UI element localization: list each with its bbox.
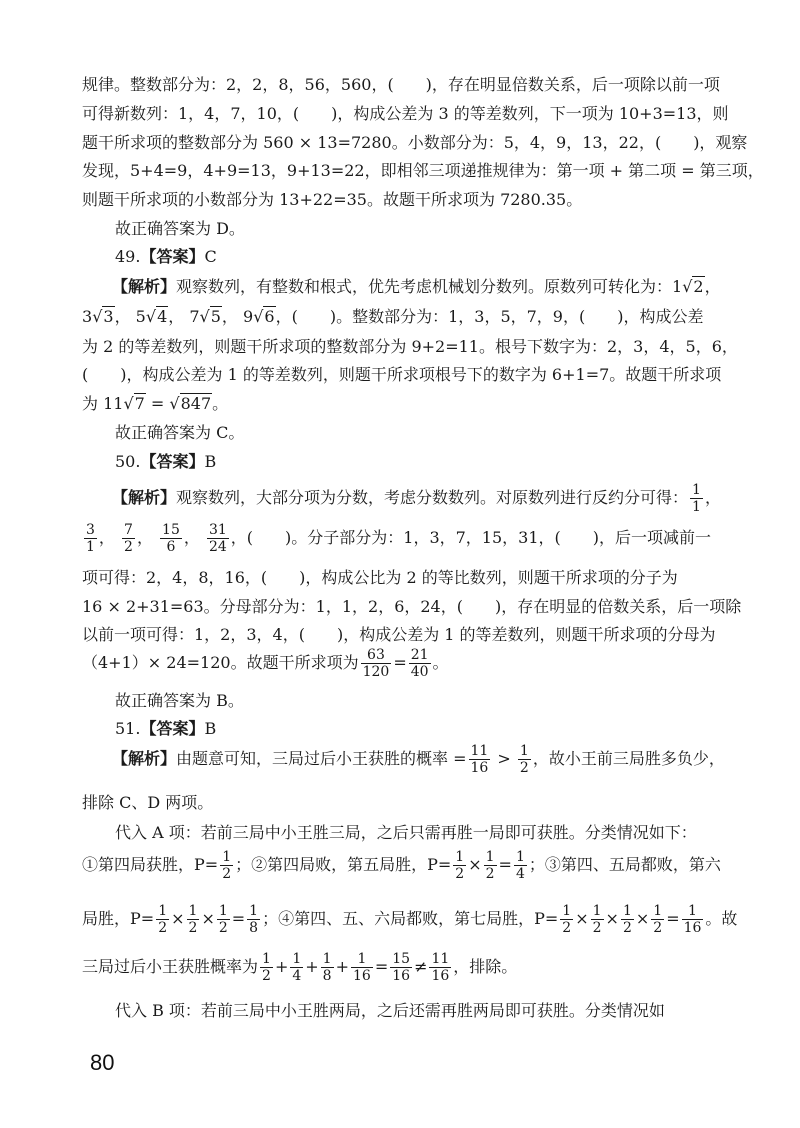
q51-prob-den: 16 (470, 760, 489, 776)
frac-num: 1 (249, 903, 259, 919)
q50-answer: B (204, 452, 217, 471)
q49-l1-text: 观察数列，有整数和根式，优先考虑机械划分数列。原数列可转化为：1 (176, 277, 683, 296)
q50-frac-2 (122, 522, 135, 555)
q49-header (115, 246, 217, 268)
q49-analysis-line3: 为 2 的等差数列，则题干所求项的整数部分为 9+2=11。根号下数字为：2，3，4，5，6， (82, 337, 738, 356)
op-eq: = (231, 909, 246, 928)
q49-analysis-line5: 为 11√7 = √847。 (82, 394, 229, 413)
op-plus: + (274, 957, 289, 976)
q50-r2-den: 40 (410, 664, 429, 680)
frac-den: 2 (262, 968, 271, 984)
q50-frac-4 (207, 522, 229, 555)
q49-analysis-line4: ( )，构成公差为 1 的等差数列，则题干所求项根号下的数字为 6+1=7。故题干所求项 (82, 365, 722, 384)
q50-frac-3-den: 6 (166, 539, 176, 555)
q49-analysis-line1: 【解析】观察数列，有整数和根式，优先考虑机械划分数列。原数列可转化为：1√2， (112, 277, 721, 296)
q51-prob-num: 11 (470, 743, 489, 759)
op-times: × (605, 909, 619, 928)
op-times: × (171, 909, 185, 928)
frac-num: 1 (515, 849, 525, 865)
q50-header (115, 451, 216, 473)
frac (621, 903, 634, 936)
q51-analysis-tag: 【解析】 (112, 749, 177, 768)
frac-den: 2 (188, 920, 198, 936)
op-neq: ≠ (414, 957, 428, 976)
frac (560, 903, 573, 936)
q50-r1-num: 63 (361, 647, 392, 664)
frac (390, 951, 412, 984)
frac-num: 1 (322, 951, 332, 967)
frac-den: 16 (353, 968, 371, 984)
frac (453, 849, 466, 882)
q48-line1: 规律。整数部分为：2，2，8，56，560，( )，存在明显倍数关系，后一项除以前一项 (82, 75, 720, 94)
frac (351, 951, 373, 984)
frac-den: 16 (392, 968, 411, 984)
q50-r1-den: 120 (362, 664, 390, 680)
q48-conclusion: 故正确答案为 D。 (115, 219, 245, 238)
frac (429, 951, 451, 984)
q50-frac-2-den: 2 (124, 539, 133, 555)
frac-den: 16 (683, 920, 702, 936)
q49-answer: C (204, 247, 217, 266)
op-times: × (468, 855, 482, 874)
q50-frac-3-num: 15 (162, 522, 180, 538)
q49-term-b-rad: 4 (157, 307, 168, 326)
frac-den: 8 (249, 920, 259, 936)
frac (514, 849, 527, 882)
q48-line3: 题干所求项的整数部分为 560 × 13=7280。小数部分为：5，4，9，13，22，( )，观察 (82, 133, 748, 152)
q50-frac-0 (690, 482, 703, 515)
op-eq: = (666, 909, 680, 928)
q49-term-a: 3 (82, 307, 93, 326)
frac-num: 1 (653, 903, 663, 919)
frac-den: 2 (562, 920, 572, 936)
q49-analysis-line2: 3√3， 5√4， 7√5， 9√6，( )。整数部分为：1，3，5，7，9，( )，构成公差 (82, 307, 704, 326)
q51-l1-pre: 由题意可知，三局过后小王获胜的概率 = (176, 749, 467, 768)
q51-half-num: 1 (519, 743, 529, 759)
op-times: × (201, 909, 215, 928)
q49-term-b: 5 (135, 307, 146, 326)
frac (156, 903, 169, 936)
op-eq: = (374, 957, 389, 976)
q50-analysis-line5: 以前一项可得：1，2，3，4，( )，构成公差为 1 的等差数列，则题干所求项的分母为 (82, 625, 716, 644)
frac (187, 903, 200, 936)
q49-l2-tail: ，( )。整数部分为：1，3，5，7，9，( )，构成公差 (275, 307, 704, 326)
q51-a1-post: ；③第四、五局都败，第六 (528, 855, 721, 874)
q50-result-frac-2 (409, 647, 431, 680)
frac-den: 4 (515, 866, 525, 882)
q50-analysis-line6: （4+1）× 24=120。故题干所求项为 $\frac{63}{120}$ = $\frac{21}{40}$ 。 (82, 647, 449, 680)
q50-frac-1 (84, 522, 97, 555)
frac-num: 1 (592, 903, 602, 919)
q51-analysis-line2: 排除 C、D 两项。 (82, 793, 214, 812)
q49-l5-pre: 为 11 (82, 394, 124, 413)
q50-answer-tag: 【答案】 (140, 452, 205, 471)
q51-analysis-line1 (112, 742, 725, 776)
q51-gt: > (492, 749, 516, 768)
q50-number: 50. (115, 452, 141, 471)
frac (217, 903, 230, 936)
frac-num: 1 (562, 903, 572, 919)
q49-term-c-rad: 5 (210, 307, 221, 326)
frac (682, 903, 704, 936)
q49-term-a-rad: 3 (103, 307, 114, 326)
frac-den: 2 (218, 920, 228, 936)
q51-header (115, 718, 216, 740)
q48-line2: 可得新数列：1，4，7，10，( )，构成公差为 3 的等差数列，下一项为 10+3=13，则 (82, 104, 729, 123)
frac-num: 1 (222, 849, 232, 865)
q51-answer: B (204, 719, 217, 738)
q50-frac-1-num: 3 (86, 522, 95, 538)
q48-line4: 发现，5+4=9，4+9=13，9+13=22，即相邻三项递推规律为：第一项 + 第二项 = 第三项， (82, 161, 764, 180)
frac-num: 11 (431, 951, 450, 967)
q50-frac-3 (160, 522, 182, 555)
q50-r2-num: 21 (410, 647, 429, 663)
q50-analysis-line4: 16 × 2+31=63。分母部分为：1，1，2，6，24，( )，存在明显的倍数关系，后一项除 (82, 597, 742, 616)
frac (247, 903, 260, 936)
q50-frac-1-den: 1 (86, 539, 95, 555)
op-times: × (575, 909, 589, 928)
q50-result-frac-1 (361, 647, 392, 680)
frac-num: 1 (188, 903, 198, 919)
q51-a3-post: ，排除。 (453, 957, 518, 976)
q50-l2-tail: ，( )。分子部分为：1，3，7，15，31，( )，后一项减前一 (230, 528, 712, 547)
q49-l1-radicand: 2 (693, 277, 704, 296)
q50-frac-0-num: 1 (692, 482, 701, 498)
q51-a2-mid: ；④第四、五、六局都败，第七局胜，P= (262, 909, 559, 928)
frac (260, 951, 273, 984)
q49-l5-rad1: 7 (134, 394, 145, 413)
frac-den: 16 (431, 968, 450, 984)
q51-l1-post: ，故小王前三局胜多负少， (532, 749, 725, 768)
frac (591, 903, 604, 936)
frac-den: 2 (653, 920, 663, 936)
q49-term-d-rad: 6 (264, 307, 275, 326)
op-plus: + (305, 957, 319, 976)
q51-number: 51. (115, 719, 141, 738)
q51-prob-frac (469, 743, 491, 776)
q51-half-den: 2 (519, 760, 529, 776)
frac-num: 1 (485, 849, 495, 865)
frac (220, 849, 233, 882)
q51-half-frac (518, 743, 531, 776)
q51-b-intro: 代入 B 项：若前三局中小王胜两局，之后还需再胜两局即可获胜。分类情况如 (115, 1001, 665, 1020)
q50-l6-end: 。 (432, 653, 449, 672)
q49-l5-end: 。 (212, 394, 229, 413)
q50-frac-4-num: 31 (208, 522, 227, 538)
frac (321, 951, 334, 984)
q51-a-line1 (82, 848, 721, 882)
frac-den: 8 (322, 968, 332, 984)
op-times: × (635, 909, 650, 928)
q50-analysis-line3: 项可得：2，4，8，16，( )，构成公比为 2 的等比数列，则题干所求项的分子为 (82, 568, 678, 587)
frac-num: 1 (218, 903, 228, 919)
q49-answer-tag: 【答案】 (140, 247, 205, 266)
q50-frac-4-den: 24 (208, 539, 227, 555)
frac (651, 903, 664, 936)
frac-num: 1 (158, 903, 168, 919)
q50-frac-0-den: 1 (692, 499, 701, 515)
q51-a-line2 (82, 902, 737, 936)
op-eq: = (498, 855, 512, 874)
frac-den: 2 (485, 866, 495, 882)
page-number: 80 (90, 1050, 115, 1075)
q50-analysis-line1: 【解析】观察数列，大部分项为分数，考虑分数数列。对原数列进行反约分可得： $\frac{1}{1}$ ， (112, 482, 721, 515)
op-plus: + (335, 957, 349, 976)
q49-term-c: 7 (189, 307, 200, 326)
q50-l6-pre: （4+1）× 24=120。故题干所求项为 (82, 653, 359, 672)
frac-num: 1 (682, 903, 704, 920)
frac-num: 1 (622, 903, 632, 919)
frac (484, 849, 497, 882)
q51-a1-pre: ①第四局获胜，P= (82, 855, 219, 874)
q50-analysis-tag: 【解析】 (112, 488, 177, 507)
frac-num: 15 (392, 951, 411, 967)
q49-term-d: 9 (243, 307, 254, 326)
frac-den: 2 (622, 920, 632, 936)
q51-a1-mid: ；②第四局败，第五局胜，P= (235, 855, 452, 874)
q49-conclusion: 故正确答案为 C。 (115, 423, 245, 442)
q50-analysis-line2: $\frac{3}{1}$ ， $\frac{7}{2}$ ， $\frac{15}{6}$ ， $\frac{31}{24}$ ，( )。分子部分为：1，3，7，15，31，( )，后一项减前一 (86, 522, 712, 555)
q51-a-intro: 代入 A 项：若前三局中小王胜三局，之后只需再胜一局即可获胜。分类情况如下： (115, 823, 697, 842)
q48-line5: 则题干所求项的小数部分为 13+22=35。故题干所求项为 7280.35。 (82, 190, 583, 209)
q50-conclusion: 故正确答案为 B。 (115, 691, 244, 710)
frac-den: 2 (592, 920, 602, 936)
q51-a2-post: 。故 (705, 909, 738, 928)
frac-den: 4 (292, 968, 302, 984)
q51-a3-pre: 三局过后小王获胜概率为 (82, 957, 259, 976)
frac (290, 951, 303, 984)
frac-num: 1 (262, 951, 271, 967)
frac-num: 1 (351, 951, 373, 968)
q50-frac-2-num: 7 (124, 522, 133, 538)
q49-analysis-tag: 【解析】 (112, 277, 177, 296)
q51-a-line3 (82, 950, 517, 984)
q51-a2-pre: 局胜，P= (82, 909, 155, 928)
frac-den: 2 (222, 866, 232, 882)
q49-number: 49. (115, 247, 141, 266)
q51-answer-tag: 【答案】 (140, 719, 205, 738)
q49-l5-rad2: 847 (180, 394, 212, 413)
frac-den: 2 (158, 920, 168, 936)
frac-num: 1 (455, 849, 465, 865)
frac-den: 2 (455, 866, 465, 882)
q49-l5-eq: = (145, 394, 170, 413)
frac-num: 1 (292, 951, 302, 967)
q50-l1-text: 观察数列，大部分项为分数，考虑分数数列。对原数列进行反约分可得： (176, 488, 689, 507)
